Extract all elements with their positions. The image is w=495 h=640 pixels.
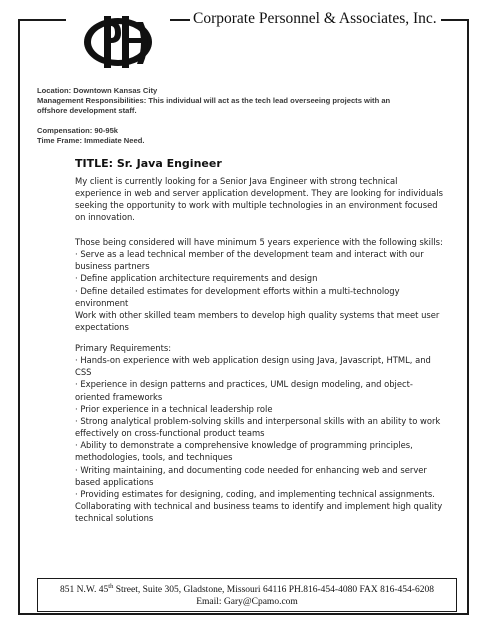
skills-line: · Define detailed estimates for development efforts within a multi-technology [75,285,400,296]
requirement-line: based applications [75,476,154,487]
footer-contact-box [37,578,457,612]
address-rest: Street, Suite 305, Gladstone, Missouri 64116 PH.816-454-4080 FAX 816-454-6208 [113,585,434,595]
skills-line: environment [75,297,129,308]
requirement-line: methodologies, tools, and techniques [75,452,233,463]
location: Location: Downtown Kansas City [37,86,158,95]
requirements-section [75,342,443,524]
requirement-line: · Writing maintaining, and documenting code needed for enhancing web and server [75,464,427,475]
requirement-line: CSS [75,367,92,378]
skills-line: business partners [75,261,150,272]
requirement-line: · Hands-on experience with web application design using Java, Javascript, HTML, and [75,355,431,366]
intro-paragraph [75,175,444,224]
time-frame: Time Frame: Immediate Need. [37,136,145,145]
requirement-line: · Strong analytical problem-solving skills and interpersonal skills with an ability to work [75,415,441,426]
footer-email: Email: Gary@Cpamo.com [196,597,298,607]
intro-line: seeking the opportunity to work with multiple technologies in an environment focused [75,200,438,211]
job-title: TITLE: Sr. Java Engineer [75,157,222,170]
requirement-line: effectively on cross-functional product teams [75,428,265,439]
skills-line: · Define application architecture requirements and design [75,273,318,284]
intro-line: experience in web and server application development. They are looking for individuals [75,188,444,199]
requirement-line: technical solutions [75,513,154,524]
skills-line: Work with other skilled team members to develop high quality systems that meet user [75,309,440,320]
intro-line: My client is currently looking for a Senior Java Engineer with strong technical [75,176,398,186]
skills-line: expectations [75,322,129,333]
skills-section [75,236,443,333]
skills-line: Those being considered will have minimum 5 years experience with the following skills: [75,237,443,247]
compensation: Compensation: 90-95k [37,126,119,135]
responsibilities-line-2: offshore development staff. [37,106,137,115]
company-logo [78,12,168,70]
company-name: Corporate Personnel & Associates, Inc. [190,10,441,28]
footer-address [38,584,456,596]
requirement-line: · Prior experience in a technical leadership role [75,403,273,414]
requirements-heading: Primary Requirements: [75,343,172,353]
intro-line: on innovation. [75,212,135,223]
requirement-line: · Ability to demonstrate a comprehensive knowledge of programming principles, [75,440,413,451]
requirement-line: · Providing estimates for designing, coding, and implementing technical assignments. [75,488,435,499]
skills-line: · Serve as a lead technical member of the development team and interact with our [75,249,424,260]
requirement-line: oriented frameworks [75,391,163,402]
requirement-line: · Experience in design patterns and practices, UML design modeling, and object- [75,379,413,390]
address-ordinal: th [108,583,114,590]
responsibilities-line-1: Management Responsibilities: This individual will act as the tech lead overseeing projects with an [37,96,391,105]
address-prefix: 851 N.W. 45 [60,585,109,595]
requirement-line: Collaborating with technical and business teams to identify and implement high quality [75,501,443,512]
